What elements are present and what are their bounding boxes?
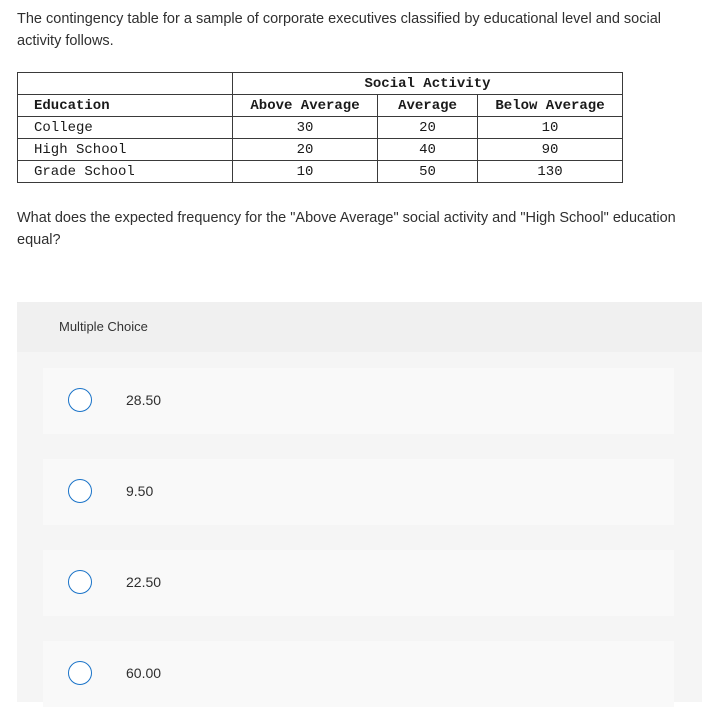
column-header-above-average: Above Average <box>233 95 378 117</box>
option-22-50[interactable] <box>43 550 674 616</box>
table-cell: 30 <box>233 117 378 139</box>
row-label-high-school: High School <box>18 139 233 161</box>
radio-button[interactable] <box>68 388 92 412</box>
question-text: What does the expected frequency for the "Above Average" social activity and "High School" education equal? <box>17 210 676 248</box>
option-label: 28.50 <box>126 392 162 408</box>
option-label: 60.00 <box>126 665 162 681</box>
education-header: Education <box>18 95 233 117</box>
table-row <box>18 117 623 139</box>
table-header-row <box>18 95 623 117</box>
table-group-header-row <box>18 73 623 95</box>
option-60-00[interactable] <box>43 641 674 707</box>
radio-button[interactable] <box>68 661 92 685</box>
radio-button[interactable] <box>68 570 92 594</box>
contingency-table <box>17 72 623 183</box>
table-cell: 20 <box>378 117 478 139</box>
option-label: 9.50 <box>126 483 154 499</box>
multiple-choice-header <box>17 302 702 352</box>
table-cell: 10 <box>478 117 623 139</box>
table-cell: 90 <box>478 139 623 161</box>
intro-text: The contingency table for a sample of corporate executives classified by educational level and social activity follows. <box>17 11 662 49</box>
table-cell: 40 <box>378 139 478 161</box>
table-row <box>18 161 623 183</box>
social-activity-header: Social Activity <box>233 73 623 95</box>
table-cell: 130 <box>478 161 623 183</box>
table-cell: 10 <box>233 161 378 183</box>
multiple-choice-title: Multiple Choice <box>59 319 148 334</box>
table-corner-cell <box>18 73 233 95</box>
option-9-50[interactable] <box>43 459 674 525</box>
option-label: 22.50 <box>126 574 162 590</box>
radio-button[interactable] <box>68 479 92 503</box>
multiple-choice-panel <box>17 302 702 702</box>
table-cell: 50 <box>378 161 478 183</box>
option-28-50[interactable] <box>43 368 674 434</box>
row-label-grade-school: Grade School <box>18 161 233 183</box>
column-header-below-average: Below Average <box>478 95 623 117</box>
options-list <box>17 352 702 702</box>
table-cell: 20 <box>233 139 378 161</box>
row-label-college: College <box>18 117 233 139</box>
table-row <box>18 139 623 161</box>
column-header-average: Average <box>378 95 478 117</box>
